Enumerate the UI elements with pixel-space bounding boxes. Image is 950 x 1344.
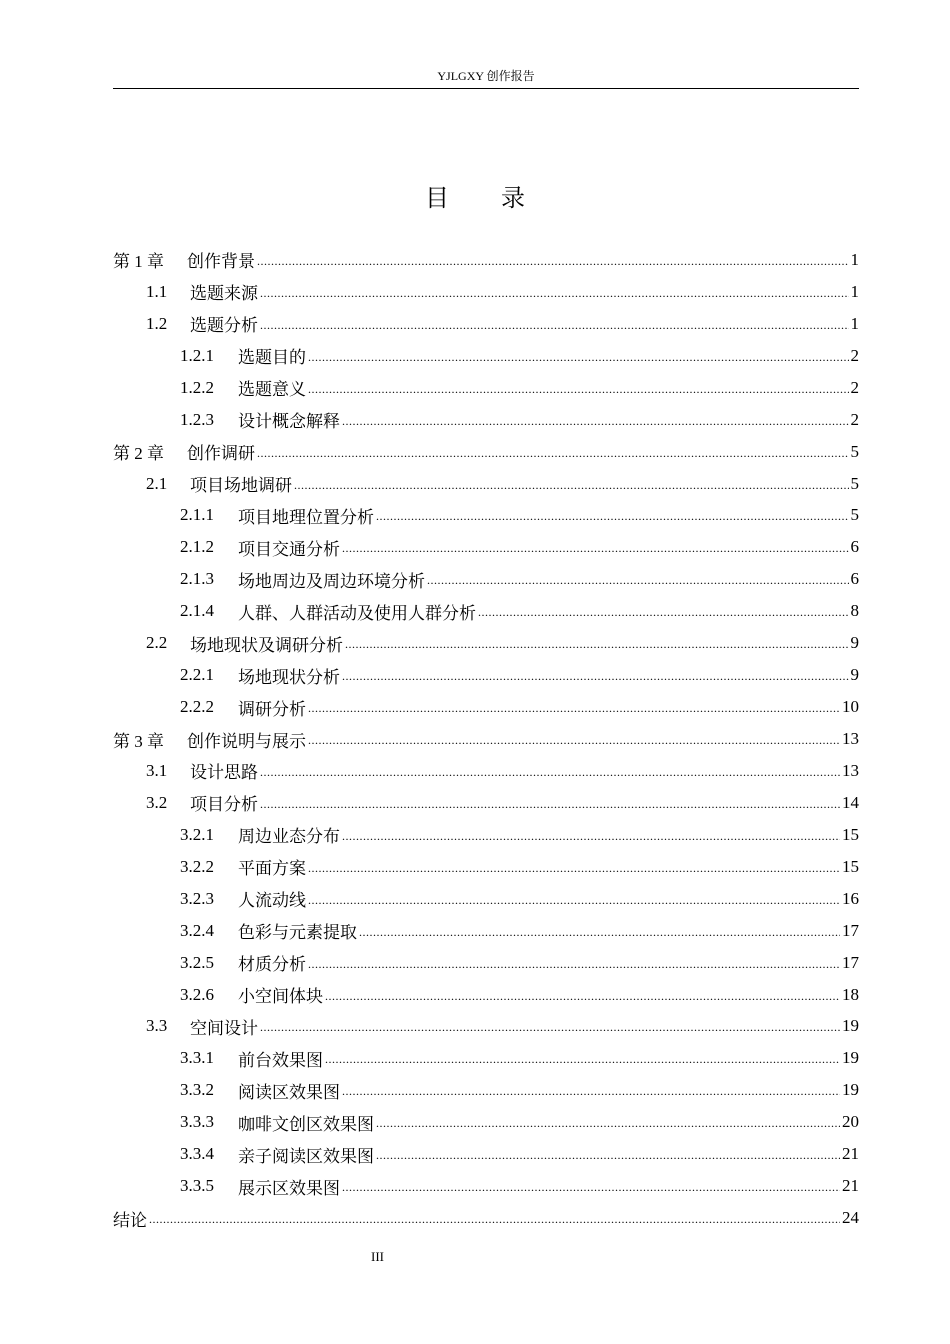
toc-leader-dots <box>342 665 849 685</box>
toc-leader-dots <box>342 825 840 845</box>
toc-entry[interactable] <box>113 595 859 627</box>
toc-entry-number: 3.2.4 <box>180 920 214 940</box>
toc-entry-label: 选题目的 <box>238 348 306 368</box>
toc-leader-dots <box>325 1048 840 1068</box>
toc-entry-label: 平面方案 <box>238 859 306 879</box>
toc-entry[interactable] <box>113 531 859 563</box>
toc-entry-page: 24 <box>842 1208 859 1228</box>
toc-entry[interactable] <box>113 1138 859 1170</box>
toc-entry[interactable] <box>113 659 859 691</box>
toc-entry[interactable] <box>113 851 859 883</box>
toc-entry-label: 项目地理位置分析 <box>238 507 374 527</box>
toc-entry[interactable] <box>113 244 859 276</box>
toc-entry-number: 2.2.2 <box>180 697 214 717</box>
toc-entry-number: 1.2.3 <box>180 409 214 429</box>
toc-entry-page: 13 <box>842 760 859 780</box>
toc-entry-page: 6 <box>850 569 859 589</box>
toc-entry-label: 周边业态分布 <box>238 827 340 847</box>
toc-entry[interactable] <box>113 1170 859 1202</box>
toc-entry-number: 2.1.4 <box>180 601 214 621</box>
toc-entry-page: 14 <box>842 792 859 812</box>
toc-entry-page: 17 <box>842 920 859 940</box>
toc-entry-number: 3.2.1 <box>180 824 214 844</box>
toc-entry-number: 2.1.3 <box>180 569 214 589</box>
toc-entry-number: 3.2.6 <box>180 984 214 1004</box>
toc-entry-label: 小空间体块 <box>238 987 323 1007</box>
toc-entry[interactable] <box>113 883 859 915</box>
toc-entry-number: 3.3.5 <box>180 1176 214 1196</box>
toc-entry-label: 亲子阅读区效果图 <box>238 1146 374 1166</box>
toc-leader-dots <box>257 442 849 462</box>
toc-entry-number: 3.3.2 <box>180 1080 214 1100</box>
toc-leader-dots <box>376 1112 840 1132</box>
toc-entry-label: 咖啡文创区效果图 <box>238 1114 374 1134</box>
table-of-contents <box>113 244 859 1234</box>
toc-entry-number: 3.2.3 <box>180 888 214 908</box>
toc-entry-page: 1 <box>850 313 859 333</box>
toc-entry[interactable] <box>113 563 859 595</box>
toc-entry-label: 前台效果图 <box>238 1050 323 1070</box>
toc-entry-page: 5 <box>850 441 859 461</box>
page-footer <box>0 1249 755 1265</box>
toc-leader-dots <box>294 474 849 494</box>
toc-entry[interactable] <box>113 500 859 532</box>
toc-entry[interactable] <box>113 755 859 787</box>
toc-entry-label: 展示区效果图 <box>238 1178 340 1198</box>
toc-entry[interactable] <box>113 819 859 851</box>
header-text: YJLGXY 创作报告 <box>437 69 535 83</box>
toc-entry-label: 场地现状及调研分析 <box>190 635 343 655</box>
toc-entry[interactable] <box>113 308 859 340</box>
toc-entry-label: 色彩与元素提取 <box>238 923 357 943</box>
toc-entry-label: 调研分析 <box>238 699 306 719</box>
toc-entry-page: 19 <box>842 1080 859 1100</box>
toc-entry-label: 项目交通分析 <box>238 539 340 559</box>
toc-entry-page: 8 <box>850 601 859 621</box>
toc-entry-page: 2 <box>850 345 859 365</box>
toc-leader-dots <box>149 1208 840 1228</box>
toc-leader-dots <box>308 857 840 877</box>
toc-entry-page: 1 <box>850 249 859 269</box>
toc-leader-dots <box>325 985 840 1005</box>
toc-entry-label: 项目场地调研 <box>190 476 292 496</box>
toc-entry[interactable] <box>113 404 859 436</box>
toc-entry-page: 9 <box>850 665 859 685</box>
toc-entry[interactable] <box>113 979 859 1011</box>
toc-entry[interactable] <box>113 627 859 659</box>
toc-entry[interactable] <box>113 436 859 468</box>
toc-entry-page: 15 <box>842 824 859 844</box>
toc-entry-label: 空间设计 <box>190 1018 258 1038</box>
toc-entry-page: 2 <box>850 377 859 397</box>
toc-entry-label: 选题意义 <box>238 380 306 400</box>
toc-entry-page: 5 <box>850 473 859 493</box>
toc-entry-page: 18 <box>842 984 859 1004</box>
toc-entry-number: 3.3 <box>146 1016 168 1036</box>
toc-entry-number: 3.3.3 <box>180 1112 214 1132</box>
toc-entry-label: 项目分析 <box>190 795 258 815</box>
toc-entry-page: 19 <box>842 1048 859 1068</box>
toc-entry-number: 3.2.5 <box>180 952 214 972</box>
toc-entry-page: 1 <box>850 281 859 301</box>
page-number: III <box>371 1249 384 1264</box>
toc-entry-number: 1.2.2 <box>180 377 214 397</box>
toc-leader-dots <box>308 697 840 717</box>
toc-leader-dots <box>260 282 849 302</box>
toc-entry[interactable] <box>113 787 859 819</box>
toc-leader-dots <box>257 250 849 270</box>
toc-entry-page: 21 <box>842 1144 859 1164</box>
toc-entry-label: 结论 <box>113 1210 147 1230</box>
toc-entry[interactable] <box>113 372 859 404</box>
toc-entry[interactable] <box>113 468 859 500</box>
toc-entry-page: 17 <box>842 952 859 972</box>
toc-entry-label: 场地现状分析 <box>238 667 340 687</box>
toc-entry-page: 9 <box>850 633 859 653</box>
toc-entry-label: 场地周边及周边环境分析 <box>238 571 425 591</box>
toc-leader-dots <box>478 601 849 621</box>
toc-leader-dots <box>342 1080 840 1100</box>
toc-leader-dots <box>308 953 840 973</box>
toc-entry[interactable] <box>113 723 859 755</box>
toc-leader-dots <box>308 729 840 749</box>
toc-entry-number: 2.2.1 <box>180 665 214 685</box>
toc-entry-label: 创作背景 <box>187 252 255 272</box>
toc-entry[interactable] <box>113 1011 859 1043</box>
toc-leader-dots <box>260 1016 840 1036</box>
toc-leader-dots <box>260 314 849 334</box>
toc-entry[interactable] <box>113 1074 859 1106</box>
toc-entry-number: 第 3 章 <box>113 731 164 751</box>
toc-entry-number: 1.2.1 <box>180 345 214 365</box>
toc-title-char-2: 录 <box>501 186 525 212</box>
toc-entry-number: 第 1 章 <box>113 252 164 272</box>
toc-entry[interactable] <box>113 1202 859 1234</box>
toc-entry-label: 阅读区效果图 <box>238 1082 340 1102</box>
toc-title <box>0 178 950 213</box>
toc-entry-label: 选题来源 <box>190 284 258 304</box>
toc-entry-page: 21 <box>842 1176 859 1196</box>
toc-entry-page: 20 <box>842 1112 859 1132</box>
toc-entry[interactable] <box>113 915 859 947</box>
toc-entry-page: 19 <box>842 1016 859 1036</box>
toc-entry-number: 第 2 章 <box>113 444 164 464</box>
toc-leader-dots <box>376 1144 840 1164</box>
toc-entry-number: 1.1 <box>146 281 168 301</box>
page-header <box>113 66 859 89</box>
toc-entry-number: 3.3.4 <box>180 1144 214 1164</box>
toc-leader-dots <box>427 569 849 589</box>
toc-entry[interactable] <box>113 1042 859 1074</box>
toc-entry[interactable] <box>113 947 859 979</box>
toc-leader-dots <box>345 633 849 653</box>
toc-leader-dots <box>359 921 840 941</box>
toc-leader-dots <box>342 537 849 557</box>
toc-entry-label: 设计概念解释 <box>238 412 340 432</box>
toc-entry[interactable] <box>113 340 859 372</box>
toc-entry-number: 2.1.1 <box>180 505 214 525</box>
toc-entry-number: 3.3.1 <box>180 1048 214 1068</box>
toc-entry-page: 10 <box>842 697 859 717</box>
toc-entry-label: 选题分析 <box>190 316 258 336</box>
toc-entry-number: 2.1.2 <box>180 537 214 557</box>
toc-leader-dots <box>260 761 840 781</box>
toc-leader-dots <box>308 346 849 366</box>
toc-entry[interactable] <box>113 1106 859 1138</box>
toc-leader-dots <box>342 410 849 430</box>
toc-entry-page: 2 <box>850 409 859 429</box>
toc-entry-page: 6 <box>850 537 859 557</box>
toc-leader-dots <box>308 378 849 398</box>
toc-entry-number: 2.2 <box>146 633 168 653</box>
toc-entry-page: 13 <box>842 729 859 749</box>
toc-entry[interactable] <box>113 276 859 308</box>
toc-leader-dots <box>376 505 849 525</box>
toc-entry-number: 1.2 <box>146 313 168 333</box>
toc-leader-dots <box>308 889 840 909</box>
toc-leader-dots <box>260 793 840 813</box>
toc-entry-label: 人流动线 <box>238 891 306 911</box>
toc-entry-page: 16 <box>842 888 859 908</box>
toc-title-char-1: 目 <box>425 186 449 212</box>
toc-leader-dots <box>342 1176 840 1196</box>
toc-entry-label: 创作调研 <box>187 444 255 464</box>
toc-entry-number: 3.2.2 <box>180 856 214 876</box>
toc-entry[interactable] <box>113 691 859 723</box>
toc-entry-label: 材质分析 <box>238 955 306 975</box>
toc-entry-label: 设计思路 <box>190 763 258 783</box>
toc-entry-number: 2.1 <box>146 473 168 493</box>
toc-entry-page: 5 <box>850 505 859 525</box>
toc-entry-number: 3.2 <box>146 792 168 812</box>
toc-entry-label: 创作说明与展示 <box>187 731 306 751</box>
toc-entry-label: 人群、人群活动及使用人群分析 <box>238 603 476 623</box>
toc-entry-page: 15 <box>842 856 859 876</box>
toc-entry-number: 3.1 <box>146 760 168 780</box>
